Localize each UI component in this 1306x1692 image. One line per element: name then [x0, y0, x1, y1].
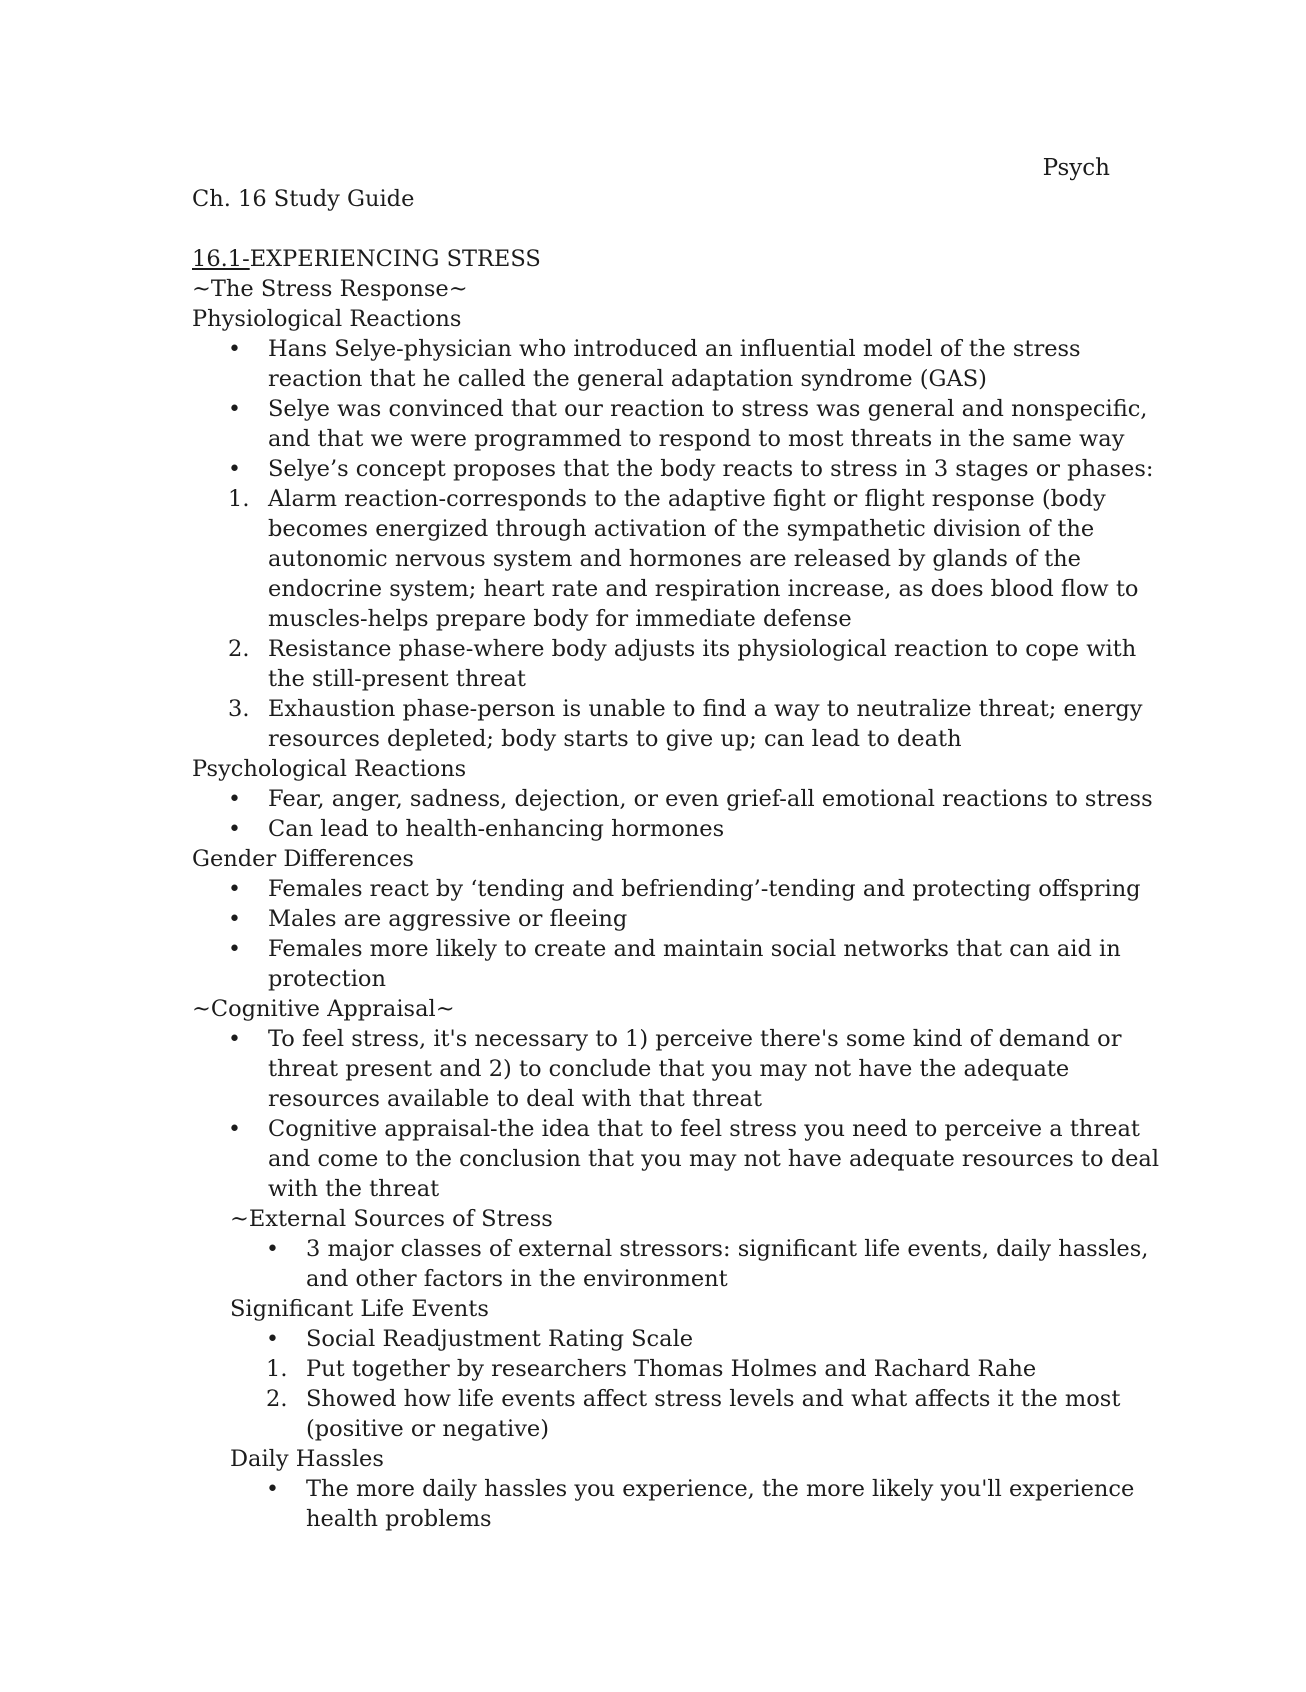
item-line: muscles-helps prepare body for immediate defense — [268, 606, 852, 632]
list-item — [230, 1234, 1149, 1294]
bullet-icon — [228, 874, 241, 905]
list-item — [192, 484, 1139, 634]
list-number: 2. — [266, 1386, 288, 1412]
item-line: autonomic nervous system and hormones are released by glands of the — [268, 546, 1081, 572]
gender-heading: Gender Differences — [192, 846, 414, 872]
daily-hassles-heading: Daily Hassles — [230, 1446, 384, 1472]
spacer — [192, 214, 1112, 244]
list-item — [192, 1024, 1122, 1114]
psychological-bullets — [192, 784, 1153, 844]
item-line: the still-present threat — [268, 666, 526, 692]
item-line: To feel stress, it's necessary to 1) perceive there's some kind of demand or — [268, 1026, 1122, 1052]
list-number: 2. — [228, 636, 250, 662]
gender-bullets — [192, 874, 1141, 994]
bullet-icon — [228, 934, 241, 965]
bullet-icon — [228, 784, 241, 815]
item-line: and come to the conclusion that you may not have adequate resources to deal — [268, 1146, 1160, 1172]
list-item — [192, 454, 1154, 484]
bullet-icon — [228, 904, 241, 935]
list-item — [192, 334, 1112, 394]
item-line: Females react by ‘tending and befriending’-tending and protecting offspring — [268, 876, 1141, 902]
bullet-icon — [266, 1324, 279, 1355]
item-line: 3 major classes of external stressors: significant life events, daily hassles, — [306, 1236, 1149, 1262]
item-line: Exhaustion phase-person is unable to find a way to neutralize threat; energy — [268, 696, 1143, 722]
cognitive-heading: ~Cognitive Appraisal~ — [192, 996, 455, 1022]
item-line: resources depleted; body starts to give up; can lead to death — [268, 726, 962, 752]
section-heading — [192, 244, 1112, 274]
item-line: Females more likely to create and maintain social networks that can aid in — [268, 936, 1121, 962]
physiological-heading: Physiological Reactions — [192, 306, 462, 332]
external-bullets — [230, 1234, 1149, 1294]
life-events-bullets — [230, 1324, 1112, 1354]
life-events-numbered — [230, 1354, 1121, 1444]
subject-label: Psych — [1042, 155, 1110, 181]
section-number: 16.1- — [192, 246, 250, 272]
list-item — [192, 814, 1112, 844]
item-line: Fear, anger, sadness, dejection, or even grief-all emotional reactions to stress — [268, 786, 1153, 812]
bullet-icon — [228, 1114, 241, 1145]
item-line: Can lead to health-enhancing hormones — [268, 816, 725, 842]
item-line: reaction that he called the general adaptation syndrome (GAS) — [268, 366, 987, 392]
list-item — [230, 1354, 1112, 1384]
item-line: resources available to deal with that threat — [268, 1086, 763, 1112]
item-line: Resistance phase-where body adjusts its physiological reaction to cope with — [268, 636, 1137, 662]
item-line: Put together by researchers Thomas Holmes and Rachard Rahe — [306, 1356, 1037, 1382]
item-line: Showed how life events affect stress levels and what affects it the most — [306, 1386, 1121, 1412]
item-line: protection — [268, 966, 386, 992]
item-line: endocrine system; heart rate and respiration increase, as does blood flow to — [268, 576, 1139, 602]
physiological-bullets — [192, 334, 1154, 484]
list-item — [192, 694, 1143, 754]
item-line: Selye’s concept proposes that the body reacts to stress in 3 stages or phases: — [268, 456, 1154, 482]
item-line: The more daily hassles you experience, the more likely you'll experience — [306, 1476, 1135, 1502]
item-line: Social Readjustment Rating Scale — [306, 1326, 694, 1352]
document-title: Ch. 16 Study Guide — [192, 186, 415, 212]
item-line: health problems — [306, 1506, 492, 1532]
list-item — [230, 1474, 1135, 1534]
daily-hassles-bullets — [230, 1474, 1135, 1534]
item-line: Cognitive appraisal-the idea that to feel stress you need to perceive a threat — [268, 1116, 1140, 1142]
bullet-icon — [228, 454, 241, 485]
list-number: 3. — [228, 696, 250, 722]
item-line: threat present and 2) to conclude that you may not have the adequate — [268, 1056, 1070, 1082]
external-sources-heading: ~External Sources of Stress — [230, 1206, 553, 1232]
list-item — [192, 394, 1148, 454]
list-item — [192, 784, 1153, 814]
cognitive-bullets — [192, 1024, 1160, 1204]
section-title: EXPERIENCING STRESS — [249, 246, 541, 272]
stress-response-heading: ~The Stress Response~ — [192, 276, 468, 302]
study-guide-body — [192, 184, 1160, 1534]
item-line: Alarm reaction-corresponds to the adaptive fight or flight response (body — [268, 486, 1106, 512]
list-item — [192, 904, 1112, 934]
bullet-icon — [228, 334, 241, 365]
bullet-icon — [228, 1024, 241, 1055]
list-item — [230, 1384, 1121, 1444]
list-item — [192, 934, 1121, 994]
item-line: Hans Selye-physician who introduced an influential model of the stress — [268, 336, 1081, 362]
list-item — [192, 1114, 1160, 1204]
item-line: with the threat — [268, 1176, 440, 1202]
item-line: Selye was convinced that our reaction to stress was general and nonspecific, — [268, 396, 1148, 422]
item-line: (positive or negative) — [306, 1416, 550, 1442]
bullet-icon — [266, 1474, 279, 1505]
stress-stages-list — [192, 484, 1143, 754]
item-line: and that we were programmed to respond to most threats in the same way — [268, 426, 1125, 452]
list-item — [192, 874, 1141, 904]
bullet-icon — [266, 1234, 279, 1265]
list-item — [230, 1324, 1112, 1354]
item-line: Males are aggressive or fleeing — [268, 906, 628, 932]
item-line: and other factors in the environment — [306, 1266, 728, 1292]
item-line: becomes energized through activation of the sympathetic division of the — [268, 516, 1095, 542]
bullet-icon — [228, 394, 241, 425]
life-events-heading: Significant Life Events — [230, 1296, 489, 1322]
list-number: 1. — [228, 486, 250, 512]
list-item — [192, 634, 1137, 694]
bullet-icon — [228, 814, 241, 845]
list-number: 1. — [266, 1356, 288, 1382]
psychological-heading: Psychological Reactions — [192, 756, 467, 782]
